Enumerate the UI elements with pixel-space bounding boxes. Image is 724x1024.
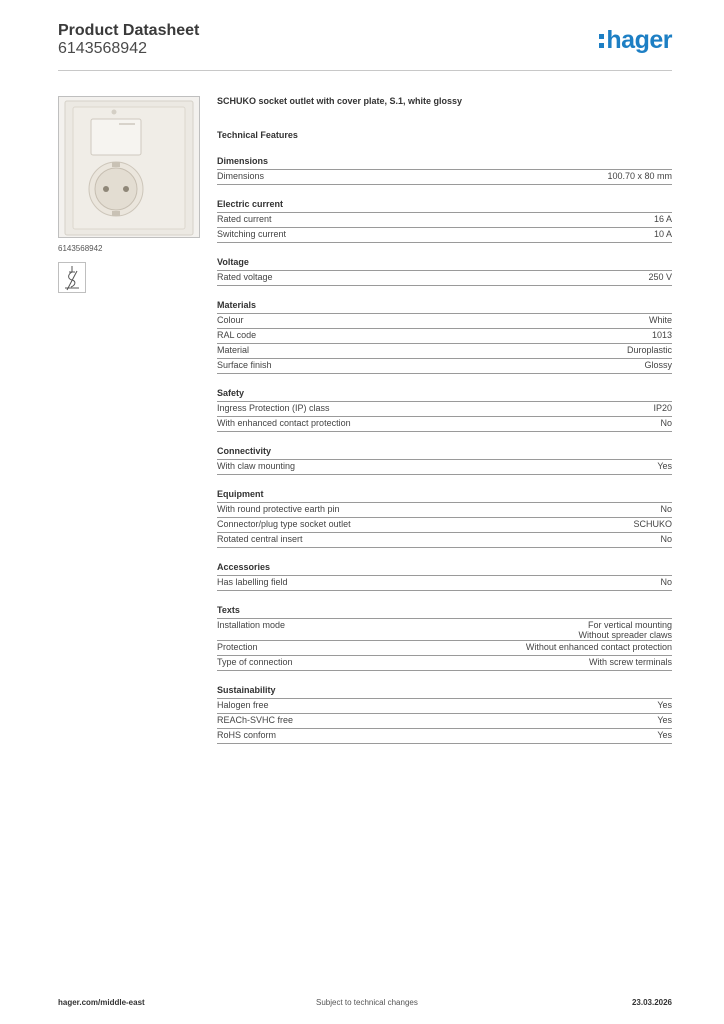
spec-row (217, 228, 672, 243)
spec-value-line: Yes (657, 730, 672, 740)
specification-content (217, 96, 672, 744)
spec-row (217, 518, 672, 533)
spec-key: Dimensions (217, 171, 265, 181)
footer-notice: Subject to technical changes (316, 998, 418, 1007)
spec-row (217, 729, 672, 744)
spec-value (657, 715, 672, 725)
spec-key: With round protective earth pin (217, 504, 340, 514)
spec-value (654, 229, 672, 239)
spec-key: Switching current (217, 229, 287, 239)
footer-website: hager.com/middle-east (58, 998, 145, 1007)
product-image (58, 96, 200, 238)
spec-value-line: 1013 (651, 330, 672, 340)
spec-key: Halogen free (217, 700, 269, 710)
document-header (58, 22, 672, 71)
spec-value-line: White (648, 315, 672, 325)
spec-key: Type of connection (217, 657, 293, 667)
footer-date: 23.03.2026 (631, 998, 672, 1007)
spec-key: Connector/plug type socket outlet (217, 519, 351, 529)
spec-value (633, 519, 672, 529)
spec-key: Has labelling field (217, 577, 288, 587)
section-title: Sustainability (217, 685, 672, 699)
spec-value (657, 461, 672, 471)
spec-key: With enhanced contact protection (217, 418, 351, 428)
spec-key: REACh-SVHC free (217, 715, 294, 725)
spec-value-line: 250 V (648, 272, 672, 282)
spec-value (652, 330, 672, 340)
spec-section (217, 446, 672, 475)
spec-row (217, 402, 672, 417)
section-title: Materials (217, 300, 672, 314)
spec-row (217, 714, 672, 729)
section-title: Accessories (217, 562, 672, 576)
image-caption: 6143568942 (58, 244, 103, 253)
spec-key: RAL code (217, 330, 257, 340)
spec-value (526, 642, 672, 652)
spec-key: Installation mode (217, 620, 286, 630)
spec-value-line: No (660, 534, 672, 544)
socket-outlet-photo-icon (59, 97, 199, 237)
section-title: Equipment (217, 489, 672, 503)
spec-section (217, 489, 672, 548)
spec-row (217, 641, 672, 656)
spec-row (217, 460, 672, 475)
spec-key: With claw mounting (217, 461, 296, 471)
spec-value (644, 360, 672, 370)
spec-row (217, 503, 672, 518)
spec-value-line: No (660, 418, 672, 428)
spec-value (660, 577, 672, 587)
spec-key: Ingress Protection (IP) class (217, 403, 330, 413)
page-title: Product Datasheet (58, 22, 200, 39)
spec-value (660, 534, 672, 544)
logo-colon-icon (599, 32, 604, 49)
spec-key: Colour (217, 315, 244, 325)
spec-row (217, 314, 672, 329)
spec-value-line: Without spreader claws (578, 630, 672, 640)
spec-value-line: 10 A (653, 229, 672, 239)
spec-section (217, 562, 672, 591)
spec-value-line: With screw terminals (588, 657, 672, 667)
spec-row (217, 170, 672, 185)
spec-section (217, 199, 672, 243)
spec-sections (217, 156, 672, 744)
spec-section (217, 156, 672, 185)
section-title: Voltage (217, 257, 672, 271)
section-title: Electric current (217, 199, 672, 213)
spec-value-line: Yes (657, 715, 672, 725)
spec-key: Material (217, 345, 250, 355)
spec-row (217, 213, 672, 228)
spec-value-line: 16 A (653, 214, 672, 224)
spec-value-line: Yes (657, 461, 672, 471)
installation-symbol-icon (58, 262, 86, 293)
product-number: 6143568942 (58, 40, 147, 57)
spec-row (217, 656, 672, 671)
spec-row (217, 344, 672, 359)
hager-logo (599, 26, 672, 55)
spec-section (217, 685, 672, 744)
logo-text: hager (606, 26, 672, 54)
spec-value (654, 214, 672, 224)
spec-row (217, 576, 672, 591)
section-title: Texts (217, 605, 672, 619)
product-description: SCHUKO socket outlet with cover plate, S.1, white glossy (217, 96, 463, 106)
spec-value-line: Without enhanced contact protection (525, 642, 672, 652)
spec-value-line: Duroplastic (626, 345, 672, 355)
section-title: Dimensions (217, 156, 672, 170)
spec-value (648, 272, 672, 282)
technical-features-heading: Technical Features (217, 130, 298, 140)
spec-section (217, 300, 672, 374)
spec-key: Protection (217, 642, 258, 652)
spec-value-line: IP20 (653, 403, 672, 413)
spec-row (217, 329, 672, 344)
spec-key: Surface finish (217, 360, 272, 370)
spec-key: RoHS conform (217, 730, 277, 740)
spec-value (657, 730, 672, 740)
spec-row (217, 271, 672, 286)
spec-value-line: Glossy (644, 360, 672, 370)
spec-section (217, 605, 672, 671)
spec-value-line: For vertical mounting (587, 620, 672, 630)
spec-key: Rated current (217, 214, 272, 224)
spec-value (653, 403, 672, 413)
section-title: Safety (217, 388, 672, 402)
spec-row (217, 533, 672, 548)
spec-value-line: No (660, 504, 672, 514)
spec-value-line: SCHUKO (633, 519, 672, 529)
spec-row (217, 359, 672, 374)
spec-value (660, 418, 672, 428)
spec-value-line: Yes (657, 700, 672, 710)
spec-value (657, 700, 672, 710)
spec-value-line: No (660, 577, 672, 587)
section-title: Connectivity (217, 446, 672, 460)
spec-value (627, 345, 672, 355)
spec-key: Rotated central insert (217, 534, 303, 544)
spec-row (217, 417, 672, 432)
spec-value (649, 315, 672, 325)
spec-row (217, 619, 672, 641)
spec-section (217, 257, 672, 286)
spec-value (589, 657, 672, 667)
spec-value (578, 620, 672, 640)
spec-value-line: 100.70 x 80 mm (607, 171, 672, 181)
spec-value (660, 504, 672, 514)
spec-row (217, 699, 672, 714)
spec-value (607, 171, 672, 181)
spec-key: Rated voltage (217, 272, 273, 282)
spec-section (217, 388, 672, 432)
